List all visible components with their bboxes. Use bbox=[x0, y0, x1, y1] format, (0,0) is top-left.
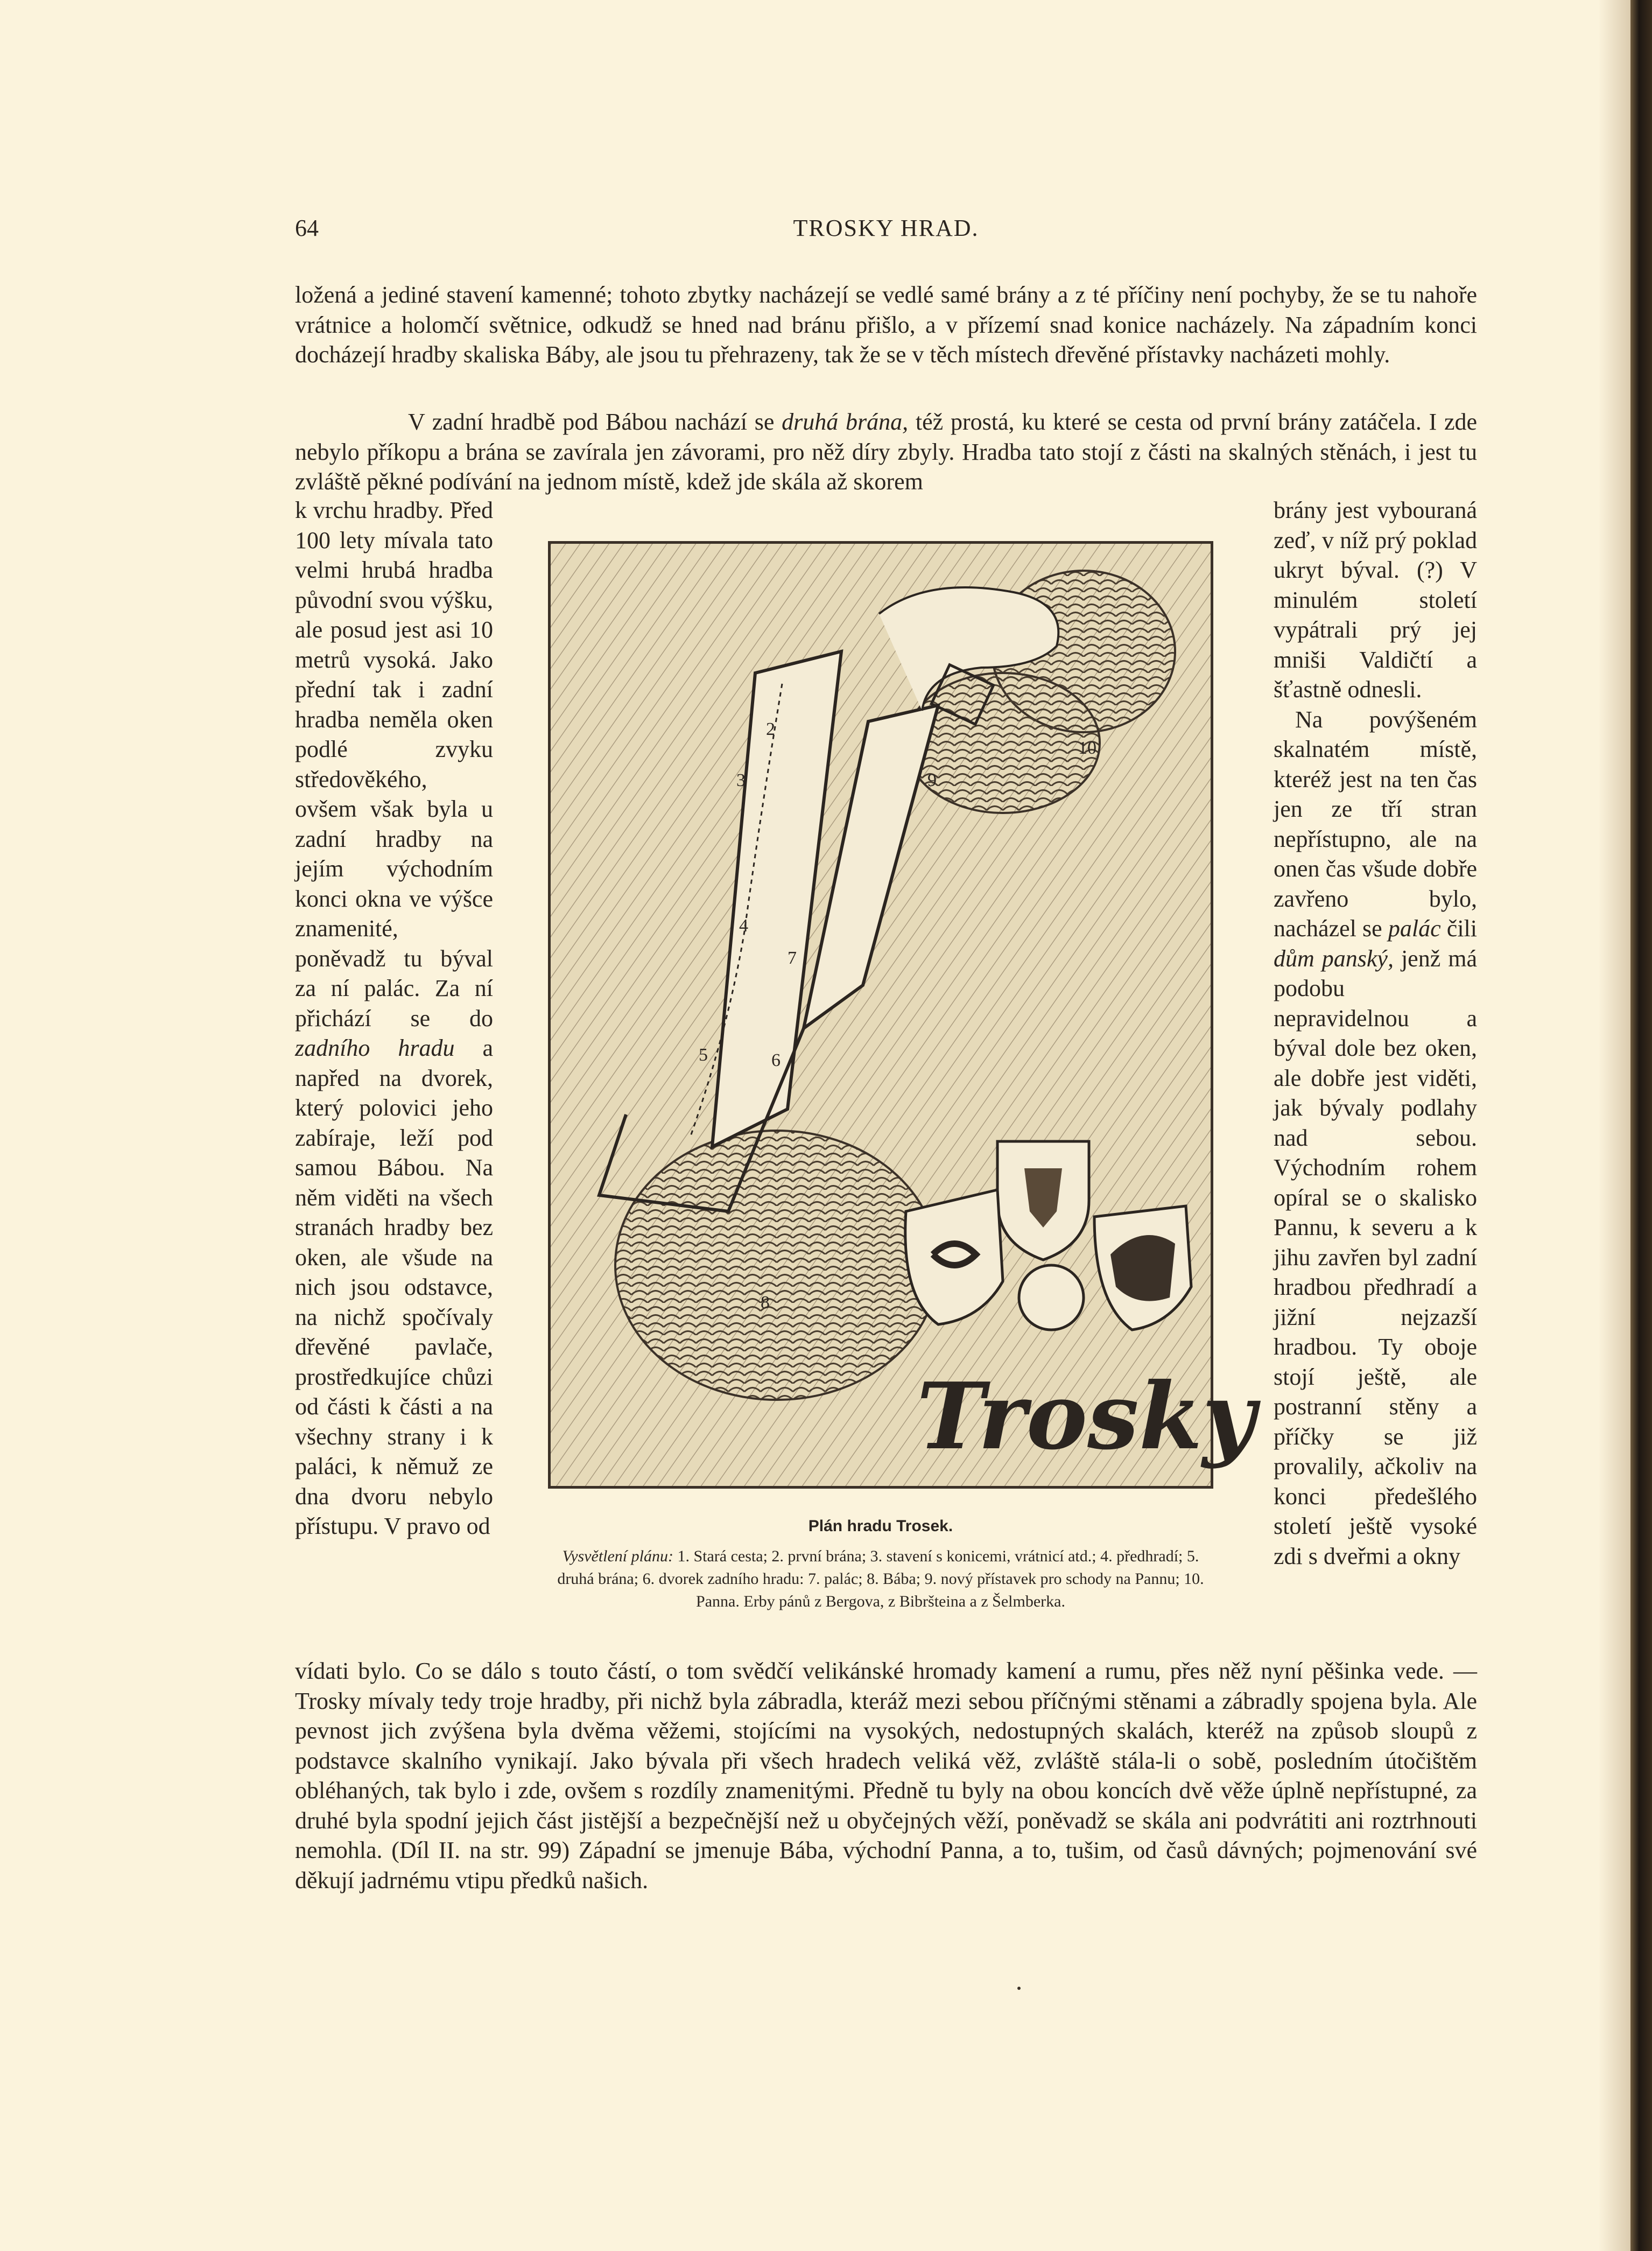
plan-label-9: 9 bbox=[927, 770, 937, 790]
center-seal bbox=[1019, 1265, 1084, 1330]
page-shadow bbox=[1598, 0, 1630, 2251]
castle-plan-figure bbox=[548, 541, 1256, 1489]
baba-rock bbox=[615, 1131, 938, 1400]
paragraph-2-text-b: též prostá, ku které se cesta od první brány zatáčela. I zde nebylo příkopu a brána se zavírala jen závorami, pro něž díry zbyly. Hradba tato stojí z části na skalných stěnách, i jest tu zvláště pěkné podívání na jednom místě, kdež jde skála až skorem bbox=[295, 409, 1477, 495]
paragraph-1: ložená a jediné stavení kamenné; tohoto zbytky nacházejí se vedlé samé brány a z té příčiny není pochyby, že se tu nahoře vrátnice a holomčí světnice, odkudž se hned nad bránu přišlo, a v přízemí snad konice nacházely. Na západním konci docházejí hradby skaliska Báby, ale jsou tu přehrazeny, tak že se v těch místech dřevěné přístavky nacházeti mohly. bbox=[295, 282, 1477, 368]
plan-label-7: 7 bbox=[788, 948, 797, 968]
plan-label-8: 8 bbox=[761, 1293, 770, 1313]
page-header bbox=[295, 214, 1477, 247]
right-column-emphasis-1: palác bbox=[1388, 915, 1441, 942]
figure-caption-title: Plán hradu Trosek. bbox=[808, 1517, 953, 1535]
caption-text: 1. Stará cesta; 2. první brána; 3. stavení s konicemi, vrátnicí atd.; 4. předhradí; 5. druhá brána; 6. dvorek zadního hradu: 7. palác; 8. Bába; 9. nový přístavek pro schody na Pannu; 10. Panna. Erby pánů z Bergova, z Bibršteina a z Šelmberka. bbox=[557, 1547, 1204, 1610]
plan-label-6: 6 bbox=[771, 1050, 781, 1070]
running-title: TROSKY HRAD. bbox=[793, 215, 979, 241]
right-column-para-2 bbox=[1274, 705, 1477, 1572]
figure-caption-body bbox=[548, 1545, 1213, 1613]
plan-label-3: 3 bbox=[736, 770, 746, 790]
left-column-text bbox=[295, 495, 493, 1541]
left-column-text-a: k vrchu hradby. Před 100 lety mívala tato velmi hrubá hradba původní svou výšku, ale posud jest asi 10 metrů vysoká. Jako přední tak i zadní hradba neměla oken podlé zvyku středověkého, ovšem však byla u zadní hradby na jejím východním konci okna ve výšce znamenité, poněvadž tu býval za ní palác. Za ní přichází se do bbox=[295, 497, 493, 1032]
plan-label-4: 4 bbox=[739, 916, 748, 936]
plan-label-2: 2 bbox=[766, 719, 775, 739]
paragraph-2-emphasis: druhá brána, bbox=[782, 409, 909, 435]
plan-label-5: 5 bbox=[699, 1045, 708, 1065]
paragraph-2-text-a: V zadní hradbě pod Bábou nachází se bbox=[408, 409, 782, 435]
right-column-text-b: čili bbox=[1440, 915, 1477, 942]
plan-label-10: 10 bbox=[1078, 738, 1096, 758]
right-column-text-c: jenž má podobu nepravidelnou a býval dole bez oken, ale dobře jest viděti, jak bývaly podlahy nad sebou. Východním rohem opíral se o skalisko Pannu, k severu a k jihu zavřen byl zadní hradbou předhradí a jižní nejzazší hradbou. Ty oboje stojí ještě, ale postranní stěny a příčky se již provalily, ačkoliv na konci předešlého století ještě vysoké zdi s dveřmi a okny bbox=[1274, 945, 1477, 1569]
left-column-emphasis: zadního hradu bbox=[295, 1035, 455, 1061]
caption-lead: Vysvětlení plánu: bbox=[562, 1547, 673, 1565]
page-mark bbox=[1017, 1987, 1021, 1990]
book-spine-edge bbox=[1630, 0, 1652, 2251]
right-column-text bbox=[1274, 495, 1477, 1571]
page-number: 64 bbox=[295, 215, 319, 241]
trosky-lettering: Trosky bbox=[917, 1363, 1256, 1470]
right-column-para-1: brány jest vybouraná zeď, v níž prý poklad ukryt býval. (?) V minulém století vypátrali prý jej mniši Valdičtí a šťastně odnesli. bbox=[1274, 497, 1477, 703]
left-column-text-b: a napřed na dvorek, který polovici jeho zabíraje, leží pod samou Bábou. Na něm viděti na všech stranách hradby bez oken, ale všude na nich jsou odstavce, na nichž spočívaly dřevěné pavlače, prostředkujíce chůzi od části k části a na všechny strany i k paláci, k němuž ze dna dvoru nebylo přístupu. V pravo od bbox=[295, 1035, 493, 1539]
paragraph-2 bbox=[295, 407, 1477, 497]
paragraph-3: vídati bylo. Co se dálo s touto částí, o tom svědčí velikánské hromady kamení a rumu, přes něž nyní pěšinka vede. — Trosky mívaly tedy troje hradby, při nichž byla zábradla, kteráž mezi sebou příčnými stěnami a zábradly spojena byla. Ale pevnost jich zvýšena byla dvěma věžemi, stojícími na vysokých, nedostupných skalách, kteréž na způsob sloupů z podstavce skalního vynikají. Jako bývala při všech hradech veliká věž, zvláště stála-li o sobě, posledním útočištěm obléhaných, tak bylo i zde, ovšem s rozdíly znamenitými. Předně tu byly na obou koncích dvě věže úplně nepřístupné, za druhé byla spodní jejich část jistější a bezpečnější než u obyčejných věží, poněvadž se skála ani podvrátiti ani roztrhnouti nemohla. (Díl II. na str. 99) Západní se jmenuje Bába, východní Panna, a to, tušim, od časů dávných; pojmenování své děkují jadrnému vtipu předků našich. bbox=[295, 1658, 1477, 1894]
right-column-text-a: Na povýšeném skalnatém místě, kteréž jest na ten čas jen ze tří stran nepřístupno, ale na onen čas všude dobře zavřeno bylo, nacházel se bbox=[1274, 706, 1477, 942]
castle-plan-drawing bbox=[551, 544, 1256, 1486]
right-column-emphasis-2: dům panský, bbox=[1274, 945, 1394, 972]
